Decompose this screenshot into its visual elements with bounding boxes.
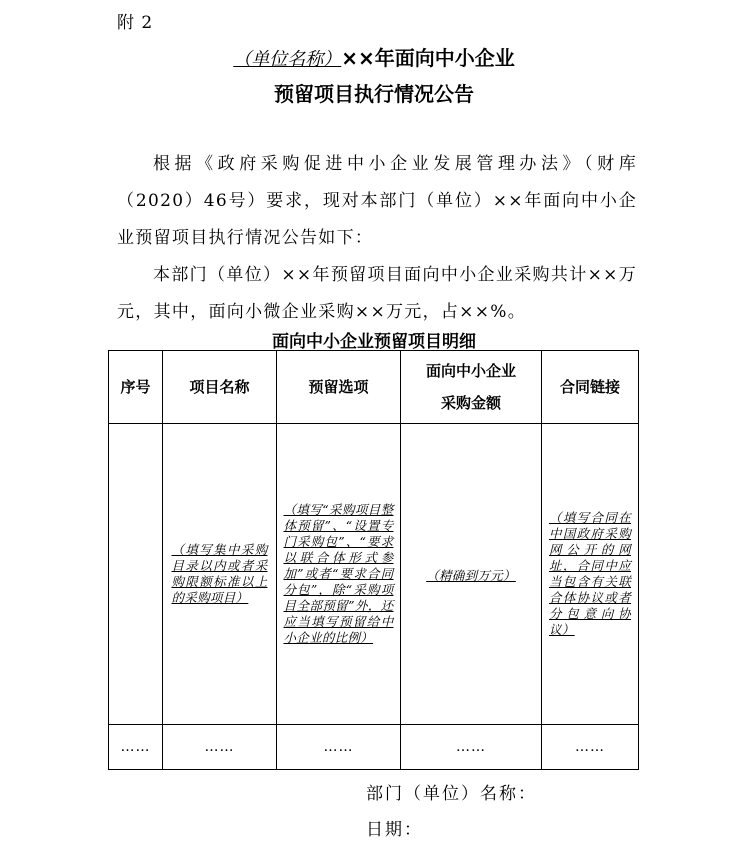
dept-name-label: 部门（单位）名称： [366, 784, 537, 804]
ellipsis-cell: …… [542, 725, 639, 770]
paragraph-summary: 本部门（单位）××年预留项目面向中小企业采购共计××万元，其中，面向小微企业采购××万元，占××%。 [117, 265, 637, 322]
contract-link-note: （填写合同在中国政府采购网公开的网址，合同中应当包含有关联合体协议或者分包意向协议） [549, 510, 631, 637]
cell-serial [109, 424, 163, 725]
reserve-option-note: （填写“采购项目整体预留”、“设置专门采购包”、“要求以联合体形式参加”或者“要求合同分包”，除“采购项目全部预留”外，还应当填写预留给中小企业的比例） [283, 502, 394, 645]
header-reserve-option: 预留选项 [277, 351, 401, 424]
ellipsis-cell: …… [277, 725, 401, 770]
header-amount-line-2: 采购金额 [440, 394, 501, 412]
cell-reserve-option [277, 424, 401, 725]
header-contract-link: 合同链接 [542, 351, 639, 424]
table-header-row [109, 351, 639, 424]
cell-amount [401, 424, 542, 725]
title-line-1-rest: ××年面向中小企业 [341, 46, 515, 70]
date-label: 日期： [366, 820, 423, 840]
amount-note: （精确到万元） [426, 567, 516, 583]
project-name-note: （填写集中采购目录以内或者采购限额标准以上的采购项目） [171, 542, 268, 605]
table-row [109, 725, 639, 770]
reserved-projects-table [108, 350, 639, 770]
unit-name-placeholder: （单位名称） [233, 49, 342, 70]
title-line-2: 预留项目执行情况公告 [274, 82, 474, 106]
paragraph-basis: 根据《政府采购促进中小企业发展管理办法》（财库（2020）46号）要求，现对本部门（单位）××年面向中小企业预留项目执行情况公告如下： [117, 154, 637, 248]
ellipsis-cell: …… [163, 725, 277, 770]
table-row [109, 424, 639, 725]
title-line-1 [0, 42, 748, 71]
header-amount [401, 351, 542, 424]
header-amount-line-1: 面向中小企业 [425, 362, 516, 380]
table-title: 面向中小企业预留项目明细 [272, 332, 476, 352]
ellipsis-cell: …… [401, 725, 542, 770]
header-serial: 序号 [109, 351, 163, 424]
cell-project-name [163, 424, 277, 725]
ellipsis-cell: …… [109, 725, 163, 770]
header-project-name: 项目名称 [163, 351, 277, 424]
cell-contract-link [542, 424, 639, 725]
annex-label: 附 2 [117, 13, 154, 33]
